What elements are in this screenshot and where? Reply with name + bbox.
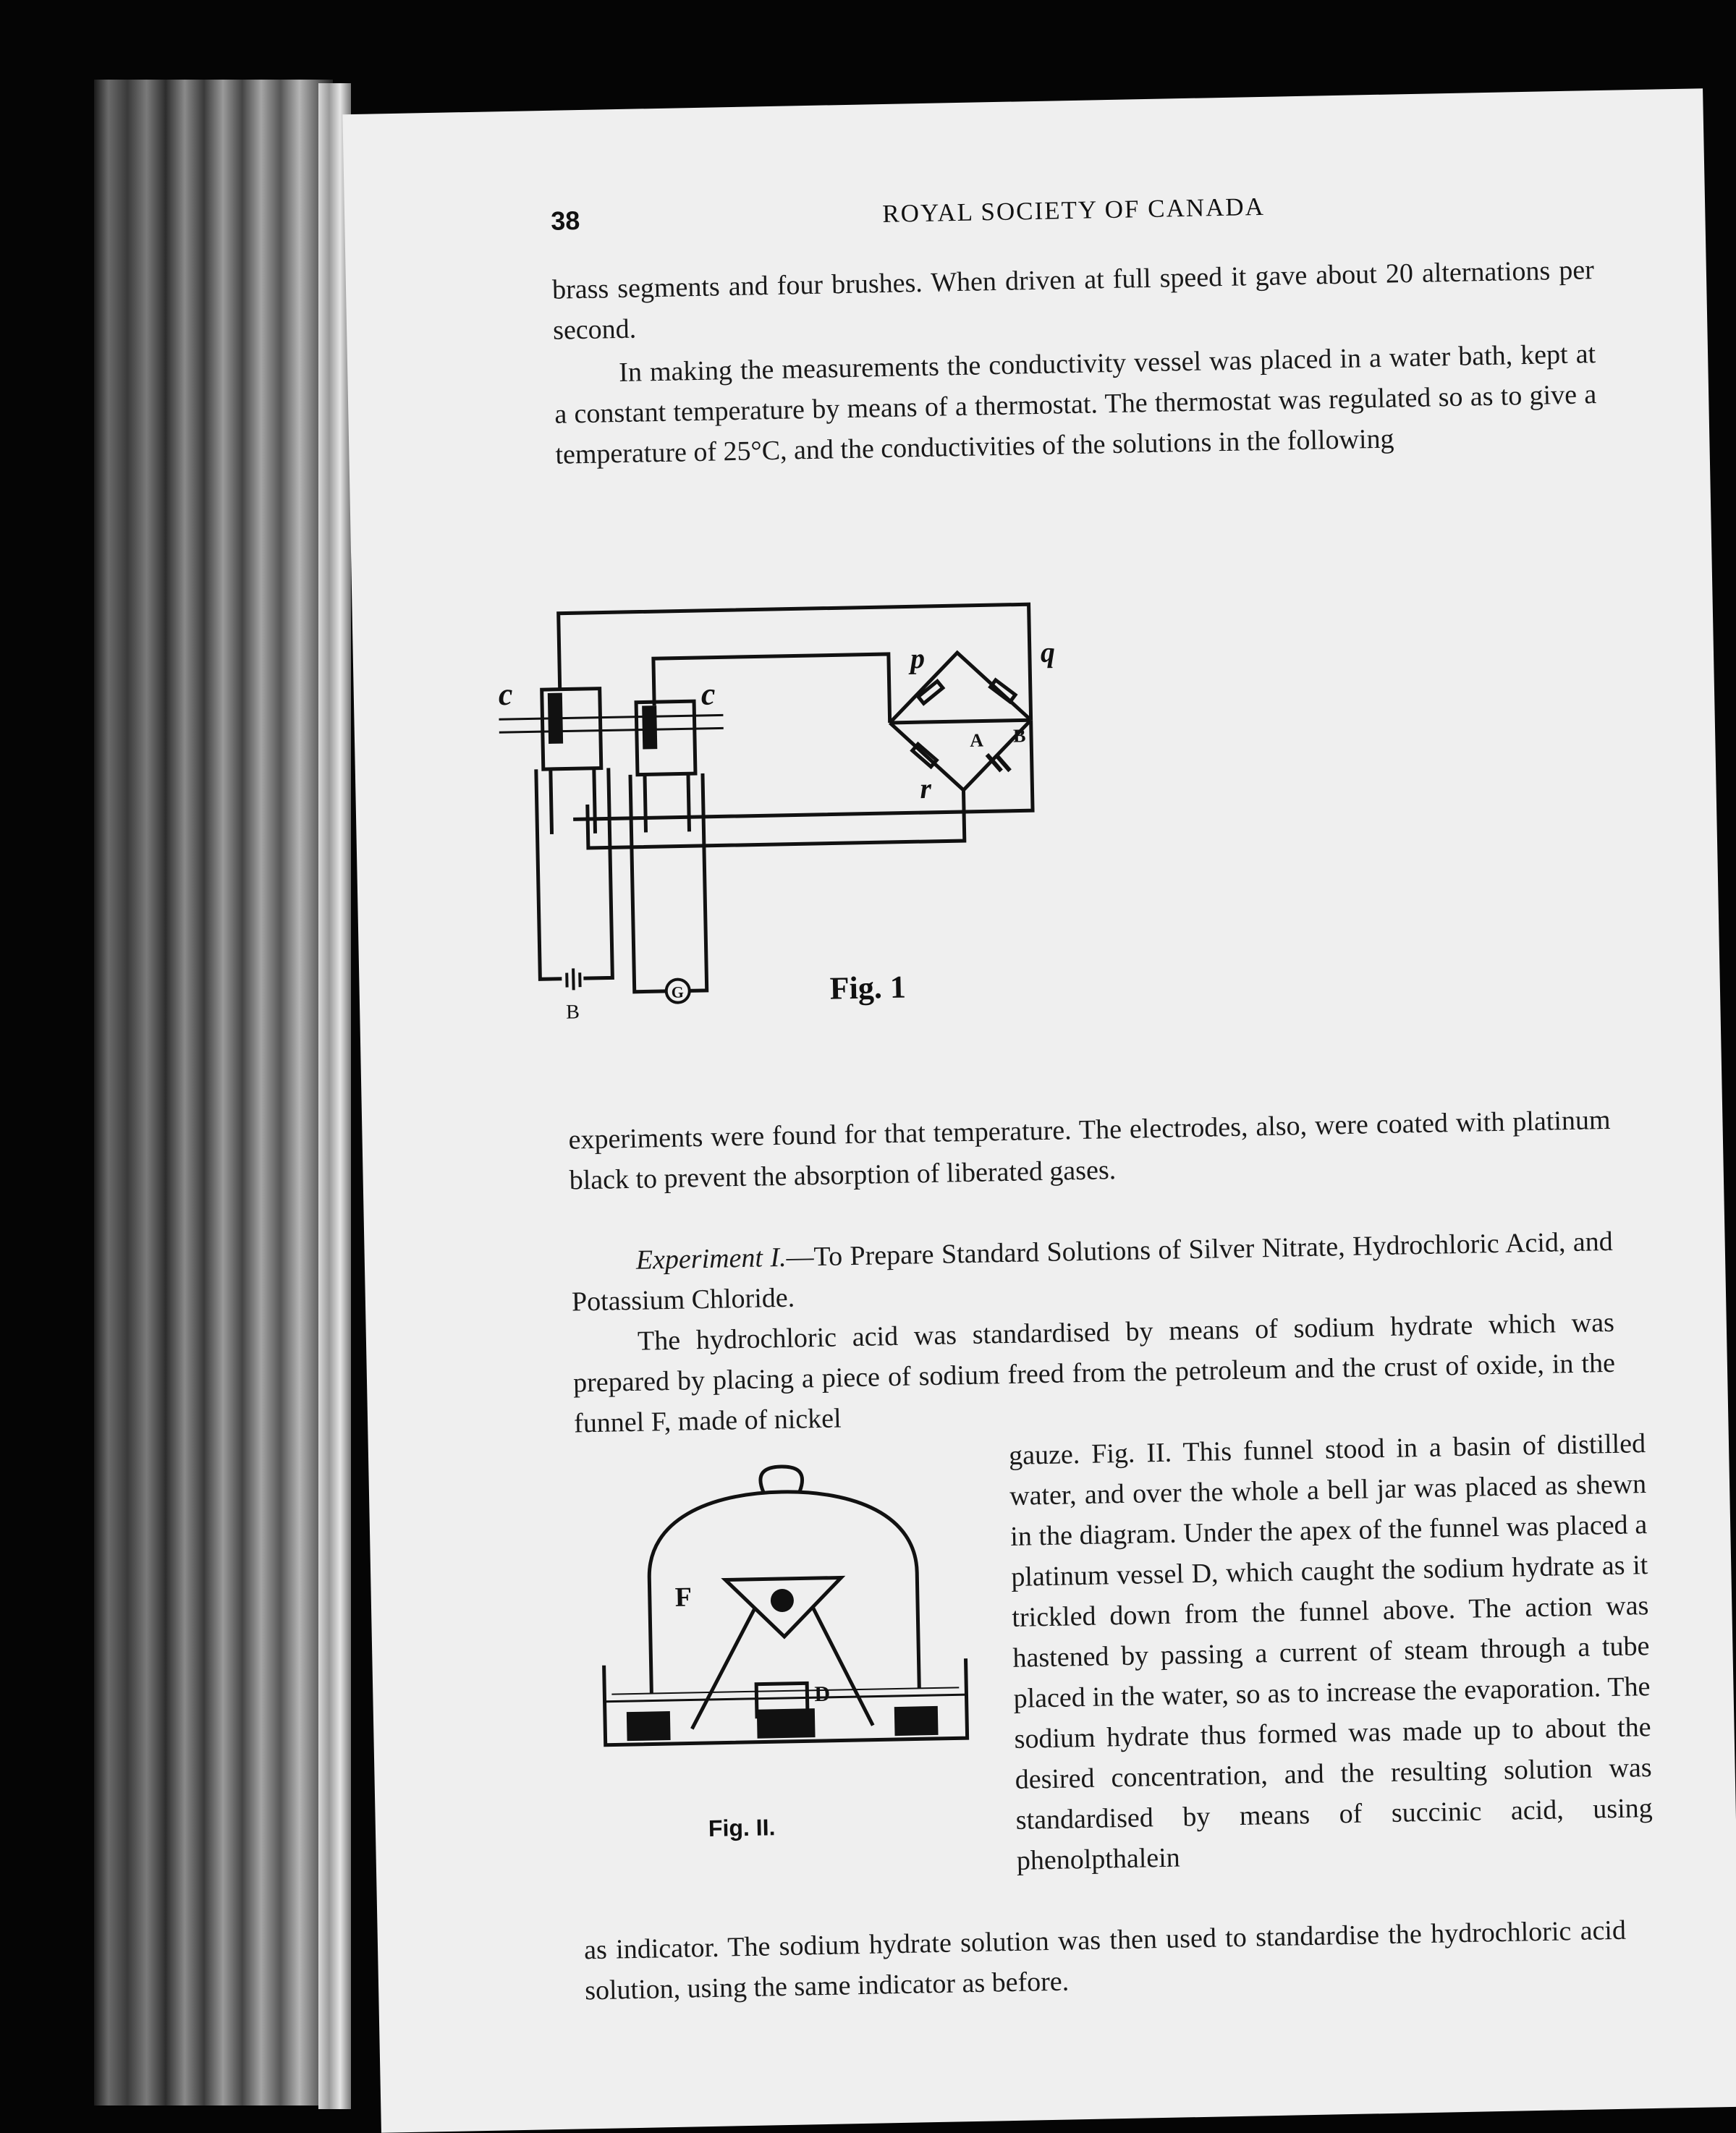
figure-2-bell-jar-diagram bbox=[585, 1448, 997, 1803]
page-edges bbox=[94, 80, 333, 2106]
book-page bbox=[342, 88, 1736, 2133]
label-q: q bbox=[1040, 635, 1056, 669]
paragraph-5-side: gauze. Fig. II. This funnel stood in a basin of distilled water, and over the whole a bell jar was placed as shewn in the diagram. Under the apex of the funnel was placed a platinum vessel D, which caught the sodium hydrate as it trickled down from the funnel above. The action was hastened by passing a current of steam through a tube placed in the water, so as to increase the evaporation. The sodium hydrate thus formed was made up to about the desired concentration, and the resulting solution was standardised by means of succinic acid, using phenolpthalein bbox=[1008, 1428, 1654, 1876]
paragraph-6: as indicator. The sodium hydrate solution was then used to standardise the hydrochloric acid solution, using the same indicator as before. bbox=[583, 1914, 1627, 2006]
label-r: r bbox=[919, 771, 932, 805]
paragraph-5: The hydrochloric acid was standardised by means of sodium hydrate which was prepared by placing a piece of sodium freed from the petroleum and the crust of oxide, in the funnel F, made of nickel bbox=[572, 1307, 1616, 1439]
page-header bbox=[551, 186, 1597, 250]
label-vessel-d: D bbox=[814, 1682, 831, 1707]
page-edge-white bbox=[318, 83, 351, 2109]
label-c-left: c bbox=[498, 676, 513, 713]
label-b-small: B bbox=[1012, 725, 1026, 747]
page-number: 38 bbox=[550, 205, 580, 236]
label-battery: B bbox=[565, 1001, 580, 1024]
label-p: p bbox=[910, 641, 926, 675]
experiment-heading: Experiment I.—To Prepare Standard Solutions of Silver Nitrate, Hydrochloric Acid, and Potassium Chloride. bbox=[571, 1226, 1614, 1318]
figure-2-caption: Fig. II. bbox=[708, 1814, 776, 1842]
figure-1-circuit-diagram bbox=[482, 560, 1288, 1103]
figure-1-caption: Fig. 1 bbox=[829, 969, 907, 1006]
label-galvanometer: G bbox=[671, 983, 685, 1001]
paragraph-2: In making the measurements the conductivity vessel was placed in a water bath, kept at a constant temperature by means of a thermostat. The thermostat was regulated so as to give a temperature of 25°C, and the conductivities of the solutions in the following bbox=[554, 339, 1597, 470]
label-a: A bbox=[969, 729, 984, 751]
label-c-right: c bbox=[700, 676, 716, 712]
running-head: ROYAL SOCIETY OF CANADA bbox=[881, 192, 1266, 229]
paragraph-3: experiments were found for that temperature. The electrodes, also, were coated with platinum black to prevent the absorption of liberated gases. bbox=[568, 1104, 1611, 1196]
paragraph-1: brass segments and four brushes. When driven at full speed it gave about 20 alternations per second. bbox=[551, 255, 1595, 346]
label-funnel-f: F bbox=[674, 1582, 693, 1613]
experiment-label: Experiment I. bbox=[635, 1242, 787, 1276]
